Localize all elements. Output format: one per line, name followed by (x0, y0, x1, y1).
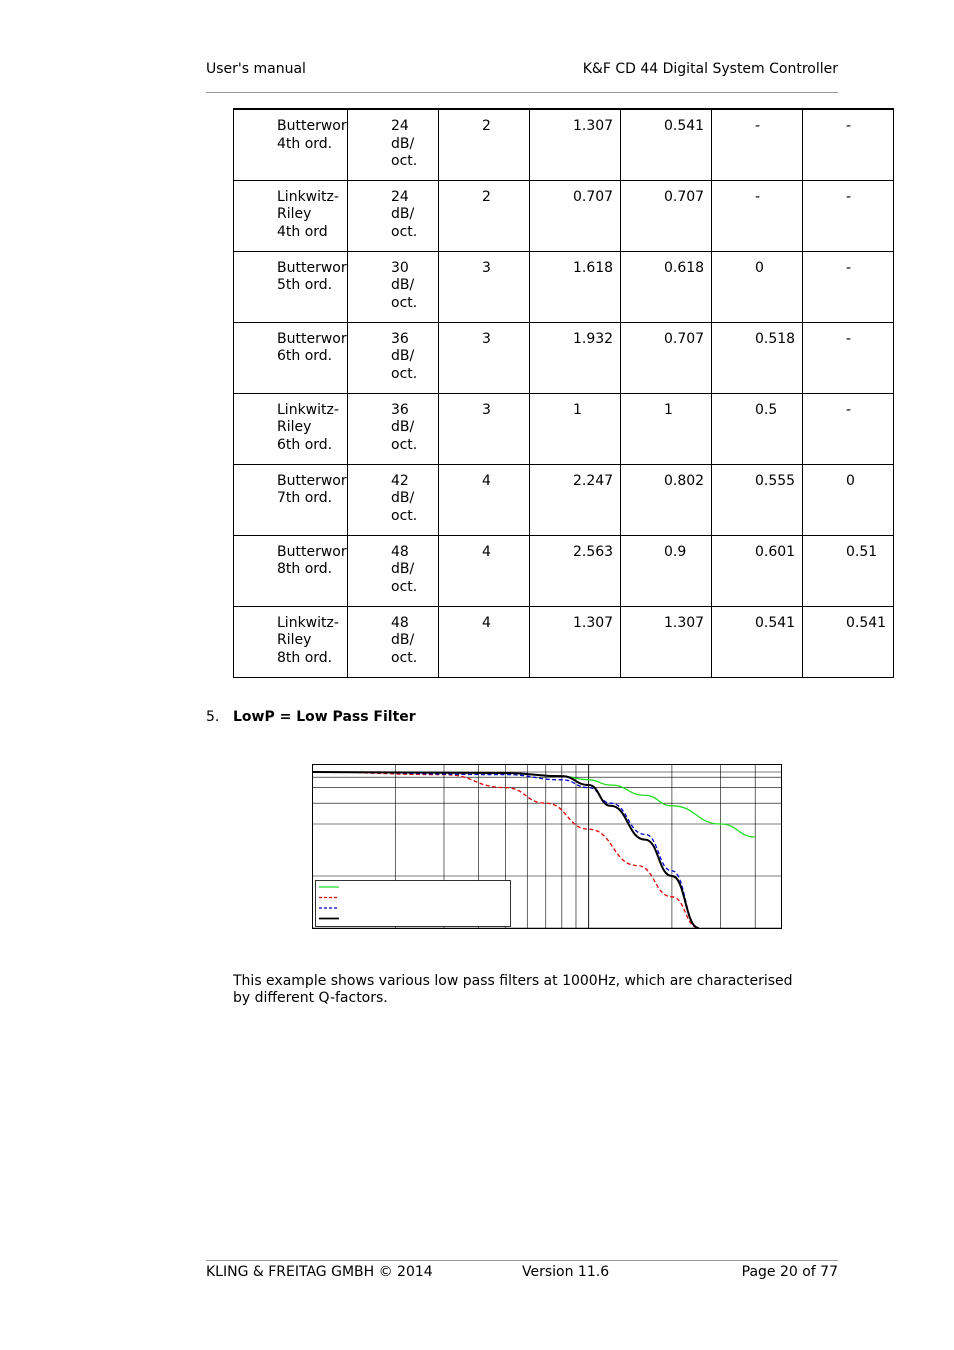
cell-name (234, 535, 348, 606)
cell-stages: 4 (439, 606, 530, 677)
cell-stages: 3 (439, 322, 530, 393)
cell-stages: 3 (439, 393, 530, 464)
footer-version: Version 11.6 (522, 1264, 610, 1280)
cell-q4: - (803, 322, 894, 393)
cell-line: oct. (391, 153, 418, 169)
cell-line: Riley (277, 206, 312, 222)
cell-line: oct. (391, 649, 418, 666)
section-number: 5. (206, 709, 220, 725)
cell-q1: 1 (530, 393, 621, 464)
cell-slope (348, 606, 439, 677)
chart-description: This example shows various low pass filters at 1000Hz, which are characterised by different Q-factors. (233, 973, 793, 1006)
cell-line: 30 (391, 259, 409, 276)
cell-q1: 0.707 (530, 180, 621, 251)
table-row (234, 535, 894, 606)
cell-line: Linkwitz- (277, 614, 339, 631)
cell-q1: 1.307 (530, 109, 621, 180)
cell-line: oct. (391, 436, 418, 453)
cell-stages: 4 (439, 535, 530, 606)
cell-line: 42 (391, 472, 409, 489)
cell-line: 24 (391, 118, 409, 134)
table-row (234, 109, 894, 180)
cell-name (234, 393, 348, 464)
cell-q2: 0.618 (621, 251, 712, 322)
cell-q4: 0.51 (803, 535, 894, 606)
cell-line: 4th ord. (277, 135, 333, 152)
cell-line: dB/ (391, 206, 415, 222)
cell-line: 48 (391, 614, 409, 631)
cell-line: oct. (391, 294, 418, 311)
legend-box (316, 881, 511, 927)
cell-name (234, 180, 348, 251)
cell-line: 6th ord. (277, 436, 333, 453)
cell-line: 5th ord. (277, 277, 333, 293)
table-row (234, 180, 894, 251)
cell-q3: 0 (712, 251, 803, 322)
cell-line: dB/ (391, 348, 415, 364)
cell-q4: - (803, 251, 894, 322)
footer-page-number: Page 20 of 77 (741, 1264, 838, 1280)
cell-q3: 0.601 (712, 535, 803, 606)
cell-q2: 0.707 (621, 322, 712, 393)
cell-name (234, 464, 348, 535)
cell-q3: 0.555 (712, 464, 803, 535)
cell-name (234, 109, 348, 180)
table-row (234, 251, 894, 322)
cell-line: 48 (391, 543, 409, 560)
cell-line: Butterwor (277, 472, 347, 489)
cell-stages: 4 (439, 464, 530, 535)
cell-line: 6th ord. (277, 348, 333, 364)
cell-q2: 0.802 (621, 464, 712, 535)
chart-legend (316, 881, 511, 927)
header-divider (206, 92, 838, 93)
header-manual-title: User's manual (206, 61, 306, 77)
cell-stages: 2 (439, 180, 530, 251)
cell-line: Linkwitz- (277, 188, 339, 205)
cell-line: dB/ (391, 419, 415, 435)
cell-q3: - (712, 109, 803, 180)
cell-line: Butterwor (277, 330, 347, 347)
cell-line: 4th ord (277, 223, 328, 240)
cell-line: 36 (391, 330, 409, 347)
cell-q3: 0.541 (712, 606, 803, 677)
table-row (234, 322, 894, 393)
cell-slope (348, 180, 439, 251)
cell-slope (348, 109, 439, 180)
cell-line: 8th ord. (277, 561, 333, 577)
cell-q1: 2.247 (530, 464, 621, 535)
cell-q4: 0 (803, 464, 894, 535)
section-title: LowP = Low Pass Filter (233, 709, 416, 725)
table-row (234, 393, 894, 464)
cell-q1: 1.618 (530, 251, 621, 322)
cell-q4: - (803, 180, 894, 251)
cell-line: dB/ (391, 490, 415, 506)
cell-line: Riley (277, 419, 312, 435)
cell-slope (348, 251, 439, 322)
cell-line: oct. (391, 223, 418, 240)
cell-slope (348, 464, 439, 535)
cell-q1: 2.563 (530, 535, 621, 606)
cell-line: oct. (391, 578, 418, 595)
footer-company: KLING & FREITAG GMBH © 2014 (206, 1264, 433, 1280)
cell-q4: - (803, 109, 894, 180)
cell-line: Butterwor (277, 259, 347, 276)
cell-line: dB/ (391, 561, 415, 577)
cell-q2: 0.9 (621, 535, 712, 606)
cell-line: dB/ (391, 135, 415, 152)
filter-table-body (234, 109, 894, 677)
lowpass-response-chart (312, 764, 782, 929)
cell-line: 8th ord. (277, 649, 333, 666)
cell-line: dB/ (391, 632, 415, 648)
cell-q1: 1.307 (530, 606, 621, 677)
cell-line: 36 (391, 401, 409, 418)
cell-name (234, 251, 348, 322)
cell-stages: 3 (439, 251, 530, 322)
cell-line: dB/ (391, 277, 415, 293)
cell-q4: - (803, 393, 894, 464)
cell-stages: 2 (439, 109, 530, 180)
cell-q2: 0.707 (621, 180, 712, 251)
cell-line: oct. (391, 365, 418, 382)
cell-line: Butterwor (277, 118, 347, 134)
cell-slope (348, 535, 439, 606)
cell-line: 7th ord. (277, 490, 333, 506)
cell-q3: 0.518 (712, 322, 803, 393)
cell-q3: - (712, 180, 803, 251)
cell-line: Butterwor (277, 543, 347, 560)
cell-q4: 0.541 (803, 606, 894, 677)
cell-line: oct. (391, 507, 418, 524)
cell-name (234, 606, 348, 677)
cell-name (234, 322, 348, 393)
cell-q2: 0.541 (621, 109, 712, 180)
footer-divider (206, 1260, 838, 1261)
cell-q2: 1.307 (621, 606, 712, 677)
section-heading (206, 709, 416, 725)
cell-line: 24 (391, 188, 409, 205)
cell-q1: 1.932 (530, 322, 621, 393)
filter-q-table (233, 108, 894, 678)
cell-line: Riley (277, 632, 312, 648)
table-row (234, 606, 894, 677)
cell-line: Linkwitz- (277, 401, 339, 418)
cell-slope (348, 393, 439, 464)
header-product-title: K&F CD 44 Digital System Controller (582, 61, 838, 77)
cell-slope (348, 322, 439, 393)
table-row (234, 464, 894, 535)
cell-q2: 1 (621, 393, 712, 464)
cell-q3: 0.5 (712, 393, 803, 464)
